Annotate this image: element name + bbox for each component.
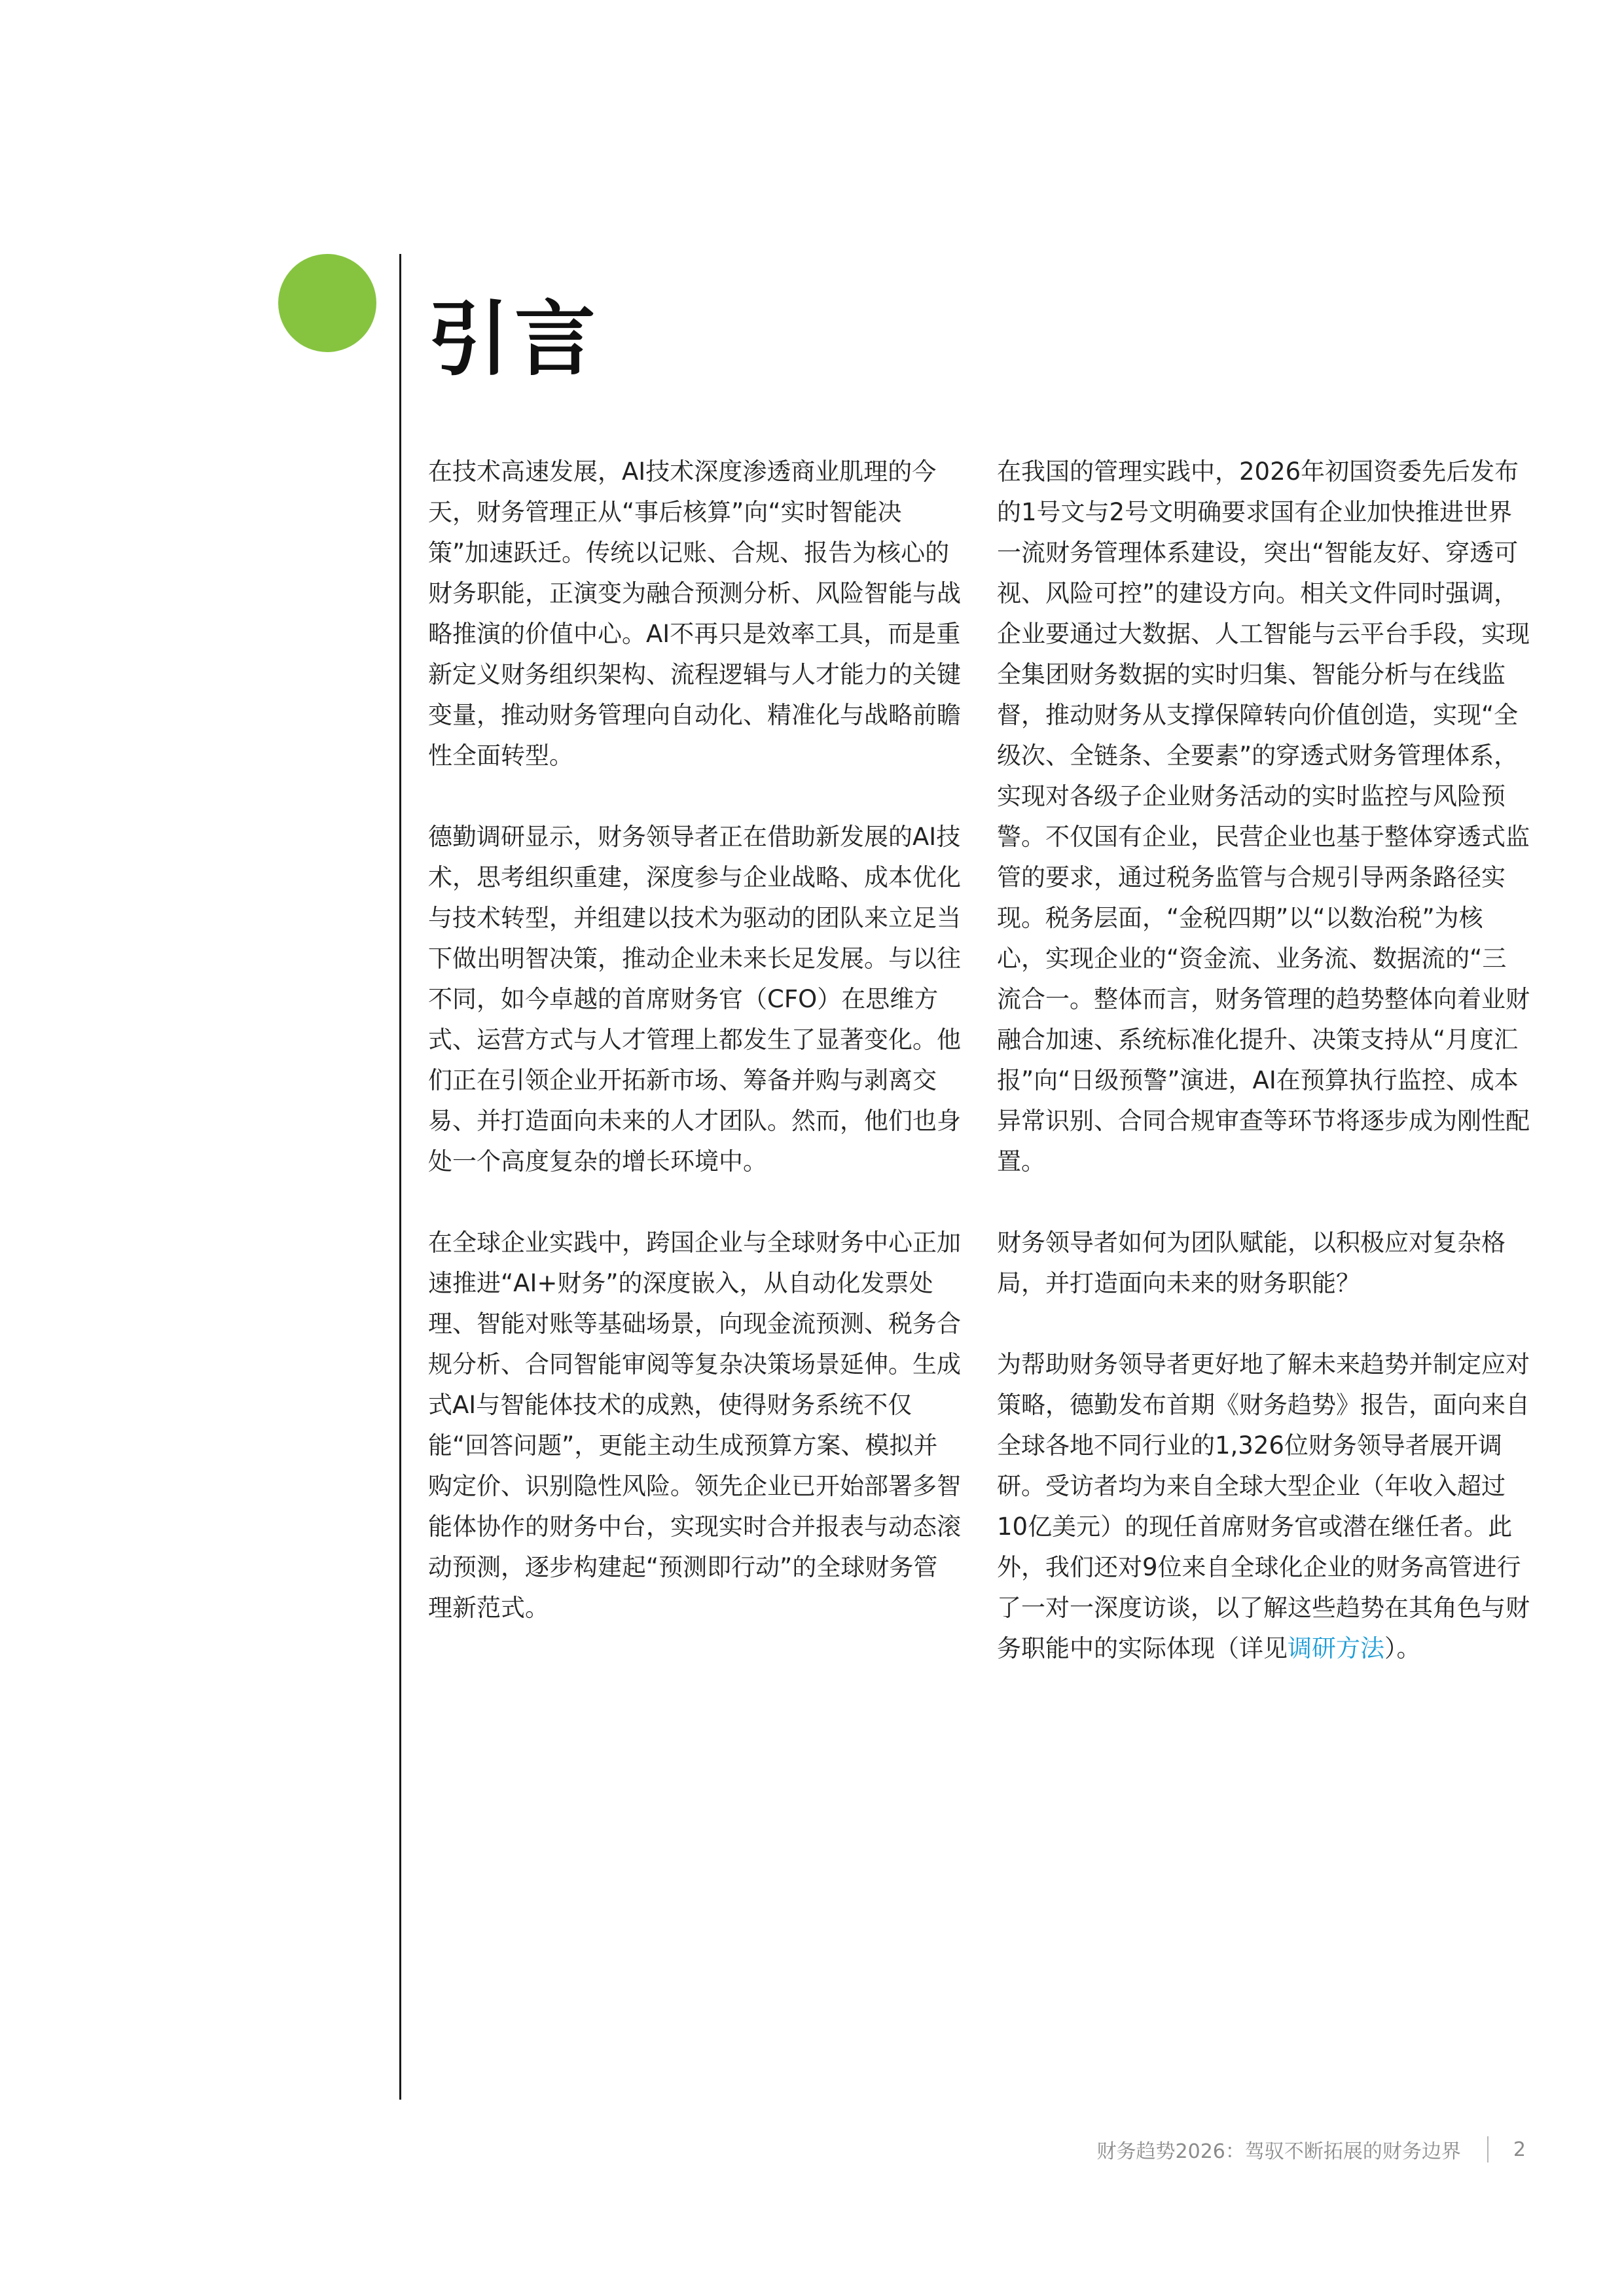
body-paragraph: 德勤调研显示，财务领导者正在借助新发展的AI技术，思考组织重建，深度参与企业战略、成本优化与技术转型，并组建以技术为驱动的团队来立足当下做出明智决策，推动企业未来长足发展。与以往不同，如今卓越的首席财务官（CFO）在思维方式、运营方式与人才管理上都发生了显著变化。他们正在引领企业开拓新市场、筹备并购与剥离交易、并打造面向未来的人才团队。然而，他们也身处一个高度复杂的增长环境中。 (428, 823, 961, 1175)
green-circle-decoration (278, 254, 376, 352)
body-paragraph: 在技术高速发展，AI技术深度渗透商业肌理的今天，财务管理正从“事后核算”向“实时智能决策”加速跃迁。传统以记账、合规、报告为核心的财务职能，正演变为融合预测分析、风险智能与战略推演的价值中心。AI不再只是效率工具，而是重新定义财务组织架构、流程逻辑与人才能力的关键变量，推动财务管理向自动化、精准化与战略前瞻性全面转型。 (428, 457, 961, 770)
page-title: 引言 (428, 293, 602, 387)
body-paragraph: 财务领导者如何为团队赋能，以积极应对复杂格局，并打造面向未来的财务职能？ (997, 1229, 1506, 1297)
paragraph-text: 为帮助财务领导者更好地了解未来趋势并制定应对策略，德勤发布首期《财务趋势》报告，面向来自全球各地不同行业的1,326位财务领导者展开调研。受访者均为来自全球大型企业（年收入超过10亿美元）的现任首席财务官或潜在继任者。此外，我们还对9位来自全球化企业的财务高管进行了一对一深度访谈，以了解这些趋势在其角色与财务职能中的实际体现（详见 (997, 1350, 1530, 1662)
footer-title: 财务趋势2026：驾驭不断拓展的财务边界 (1096, 2140, 1461, 2163)
body-paragraph (997, 1344, 1530, 1669)
vertical-divider (399, 254, 401, 2100)
right-column (997, 452, 1530, 1710)
page-number: 2 (1513, 2138, 1526, 2161)
left-column (428, 452, 962, 1669)
footer-separator (1487, 2136, 1489, 2162)
body-paragraph: 在全球企业实践中，跨国企业与全球财务中心正加速推进“AI+财务”的深度嵌入，从自动化发票处理、智能对账等基础场景，向现金流预测、税务合规分析、合同智能审阅等复杂决策场景延伸。生成式AI与智能体技术的成熟，使得财务系统不仅能“回答问题”，更能主动生成预算方案、模拟并购定价、识别隐性风险。领先企业已开始部署多智能体协作的财务中台，实现实时合并报表与动态滚动预测，逐步构建起“预测即行动”的全球财务管理新范式。 (428, 1229, 961, 1622)
research-method-link[interactable]: 调研方法 (1288, 1634, 1384, 1662)
page-footer (1097, 2135, 1526, 2164)
body-paragraph: 在我国的管理实践中，2026年初国资委先后发布的1号文与2号文明确要求国有企业加快推进世界一流财务管理体系建设，突出“智能友好、穿透可视、风险可控”的建设方向。相关文件同时强调，企业要通过大数据、人工智能与云平台手段，实现全集团财务数据的实时归集、智能分析与在线监督，推动财务从支撑保障转向价值创造，实现“全级次、全链条、全要素”的穿透式财务管理体系，实现对各级子企业财务活动的实时监控与风险预警。不仅国有企业，民营企业也基于整体穿透式监管的要求，通过税务监管与合规引导两条路径实现。税务层面，“金税四期”以“以数治税”为核心，实现企业的“资金流、业务流、数据流的“三流合一。整体而言，财务管理的趋势整体向着业财融合加速、系统标准化提升、决策支持从“月度汇报”向“日级预警”演进，AI在预算执行监控、成本异常识别、合同合规审查等环节将逐步成为刚性配置。 (997, 457, 1530, 1175)
paragraph-end: ）。 (1384, 1634, 1421, 1662)
